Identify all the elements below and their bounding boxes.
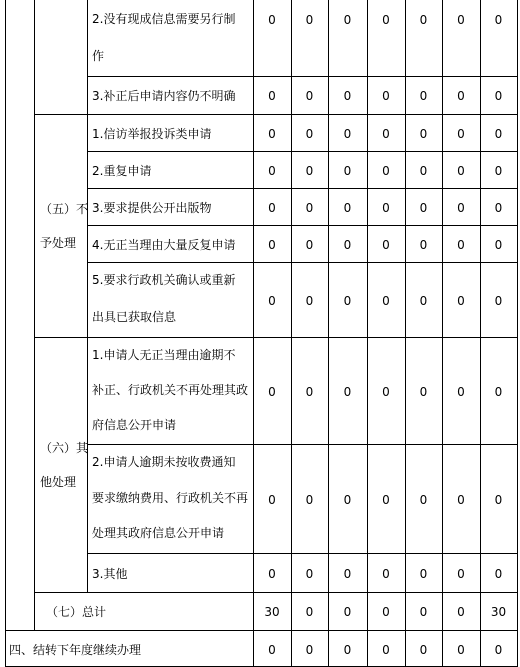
value-column-divider [367,0,368,667]
row-divider [87,76,518,77]
cell-value: 0 [305,566,314,581]
cell-value: 0 [268,642,276,657]
cell-value: 0 [457,642,465,657]
row-label: 3.其他 [92,566,128,581]
row-label: 作 [92,48,105,63]
cell-value: 0 [305,384,314,399]
cell-value: 0 [419,89,428,103]
row-divider [34,114,518,115]
cell-value: 0 [343,384,352,399]
cell-value: 0 [419,605,428,619]
row-divider [34,592,518,593]
cell-value: 0 [382,200,390,215]
cell-value: 0 [268,293,276,308]
cell-value: 0 [268,237,276,252]
cell-value: 0 [457,492,465,507]
cell-value: 0 [494,492,503,507]
cell-value: 0 [457,384,465,399]
cell-value: 0 [382,126,390,141]
cell-value: 0 [419,200,428,215]
cell-value: 0 [494,126,503,141]
cell-value: 0 [419,293,428,308]
cell-value: 0 [457,200,465,215]
row-divider [34,337,518,338]
cell-value: 0 [268,566,276,581]
cell-value: 30 [490,605,507,619]
cell-value: 0 [343,605,352,619]
cell-value: 0 [343,13,352,27]
value-column-divider [442,0,443,667]
row-label: 2.重复申请 [92,163,152,178]
table-right-border [517,0,518,667]
cell-value: 0 [419,237,428,252]
cell-value: 0 [343,126,352,141]
row-divider [87,553,518,554]
cell-value: 0 [268,492,276,507]
group-column-divider [34,0,35,630]
row-label: 2.没有现成信息需要另行制 [92,11,236,26]
cell-value: 0 [305,13,314,27]
row-divider [87,262,518,263]
value-column-divider [328,0,329,667]
cell-value: 0 [419,566,428,581]
row-label: 补正、行政机关不再处理其政 [92,382,249,397]
cell-value: 0 [343,163,352,178]
row-divider [87,225,518,226]
cell-value: 0 [457,163,465,178]
value-column-divider [291,0,292,667]
row-divider [87,444,518,445]
cell-value: 0 [305,605,314,619]
cell-value: 0 [419,13,428,27]
row-label: （七）总计 [46,605,107,619]
cell-value: 0 [382,605,390,619]
label-column-divider [87,0,88,592]
value-column-divider [253,0,254,667]
row-label: 处理其政府信息公开申请 [92,526,225,541]
cell-value: 0 [305,642,314,657]
cell-value: 0 [268,126,276,141]
cell-value: 0 [419,163,428,178]
cell-value: 0 [382,384,390,399]
cell-value: 0 [419,492,428,507]
cell-value: 0 [494,13,503,27]
cell-value: 0 [494,200,503,215]
cell-value: 0 [494,642,503,657]
cell-value: 0 [457,13,465,27]
cell-value: 0 [494,293,503,308]
cell-value: 0 [382,13,390,27]
cell-value: 0 [382,163,390,178]
cell-value: 0 [494,566,503,581]
cell-value: 30 [264,605,280,619]
cell-value: 0 [457,293,465,308]
cell-value: 0 [382,492,390,507]
row-label: 2.申请人逾期未按收费通知 [92,454,236,469]
cell-value: 0 [343,492,352,507]
cell-value: 0 [305,126,314,141]
cell-value: 0 [382,566,390,581]
cell-value: 0 [268,163,276,178]
value-column-divider [405,0,406,667]
row-label: 要求缴纳费用、行政机关不再 [92,490,249,505]
cell-value: 0 [343,293,352,308]
row-label: 4.无正当理由大量反复申请 [92,237,236,252]
row-label: 1.申请人无正当理由逾期不 [92,347,236,362]
group-label-line: （六）其 [40,440,89,455]
cell-value: 0 [305,293,314,308]
table-left-border [5,0,6,667]
cell-value: 0 [343,237,352,252]
cell-value: 0 [494,163,503,178]
cell-value: 0 [305,237,314,252]
row-label: 3.要求提供公开出版物 [92,200,212,215]
value-column-divider [480,0,481,667]
row-label: 1.信访举报投诉类申请 [92,126,212,141]
cell-value: 0 [494,384,503,399]
cell-value: 0 [457,566,465,581]
cell-value: 0 [457,605,465,619]
cell-value: 0 [382,89,390,103]
cell-value: 0 [268,384,276,399]
cell-value: 0 [382,237,390,252]
cell-value: 0 [382,293,390,308]
cell-value: 0 [268,13,276,27]
group-label-line: （五）不 [40,201,89,216]
cell-value: 0 [457,237,465,252]
cell-value: 0 [268,200,276,215]
group-label-line: 他处理 [40,474,77,489]
cell-value: 0 [382,642,390,657]
group-label-line: 予处理 [40,235,77,250]
cell-value: 0 [419,384,428,399]
row-label: 5.要求行政机关确认或重新 [92,273,236,288]
cell-value: 0 [305,89,314,103]
cell-value: 0 [457,126,465,141]
cell-value: 0 [305,492,314,507]
row-label: 出具已获取信息 [92,309,177,324]
cell-value: 0 [419,642,428,657]
cell-value: 0 [494,237,503,252]
cell-value: 0 [343,642,352,657]
cell-value: 0 [419,126,428,141]
cell-value: 0 [457,89,465,103]
cell-value: 0 [494,89,503,103]
cell-value: 0 [343,200,352,215]
row-divider [87,188,518,189]
row-label: 四、结转下年度继续办理 [9,642,142,657]
cell-value: 0 [305,200,314,215]
cell-value: 0 [343,89,352,103]
row-divider [87,151,518,152]
cell-value: 0 [343,566,352,581]
cell-value: 0 [305,163,314,178]
row-label: 3.补正后申请内容仍不明确 [92,89,236,103]
row-label: 府信息公开申请 [92,417,177,432]
cell-value: 0 [268,89,276,103]
